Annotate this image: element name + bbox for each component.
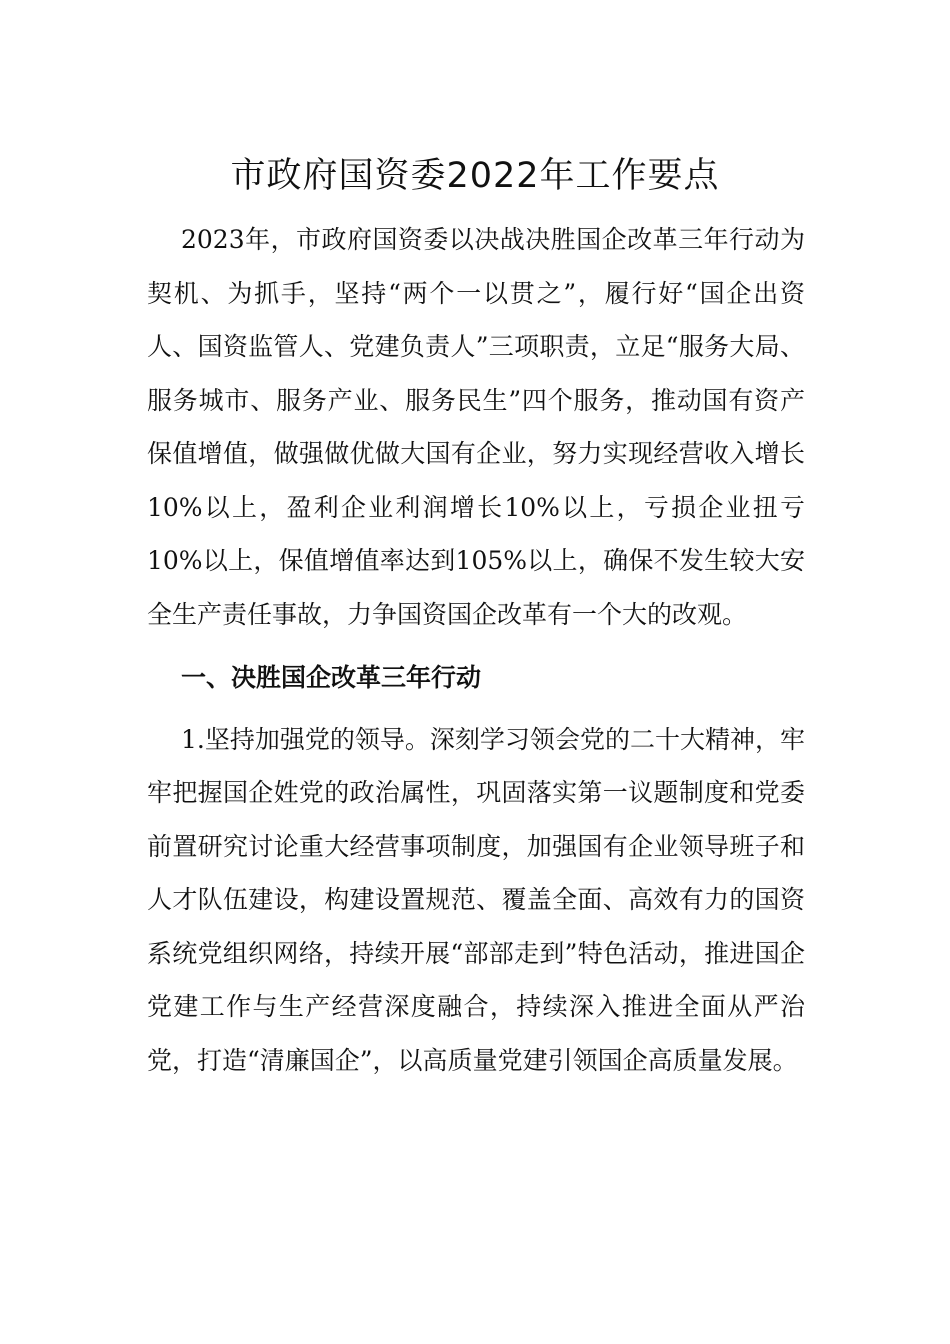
document-title: 市政府国资委2022年工作要点 (230, 156, 720, 196)
document-body (147, 213, 805, 1087)
intro-paragraph: 2023年，市政府国资委以决战决胜国企改革三年行动为契机、为抓手，坚持“两个一以贯之”，履行好“国企出资人、国资监管人、党建负责人”三项职责，立足“服务大局、服务城市、服务产业、服务民生”四个服务，推动国有资产保值增值，做强做优做大国有企业，努力实现经营收入增长10%以上，盈利企业利润增长10%以上，亏损企业扭亏10%以上，保值增值率达到105%以上，确保不发生较大安全生产责任事故，力争国资国企改革有一个大的改观。 (147, 225, 805, 629)
item-paragraph: 1.坚持加强党的领导。深刻学习领会党的二十大精神，牢牢把握国企姓党的政治属性，巩固落实第一议题制度和党委前置研究讨论重大经营事项制度，加强国有企业领导班子和人才队伍建设，构建设置规范、覆盖全面、高效有力的国资系统党组织网络，持续开展“部部走到”特色活动，推进国企党建工作与生产经营深度融合，持续深入推进全面从严治党，打造“清廉国企”，以高质量党建引领国企高质量发展。 (147, 724, 805, 1075)
section-heading: 一、决胜国企改革三年行动 (181, 663, 482, 692)
